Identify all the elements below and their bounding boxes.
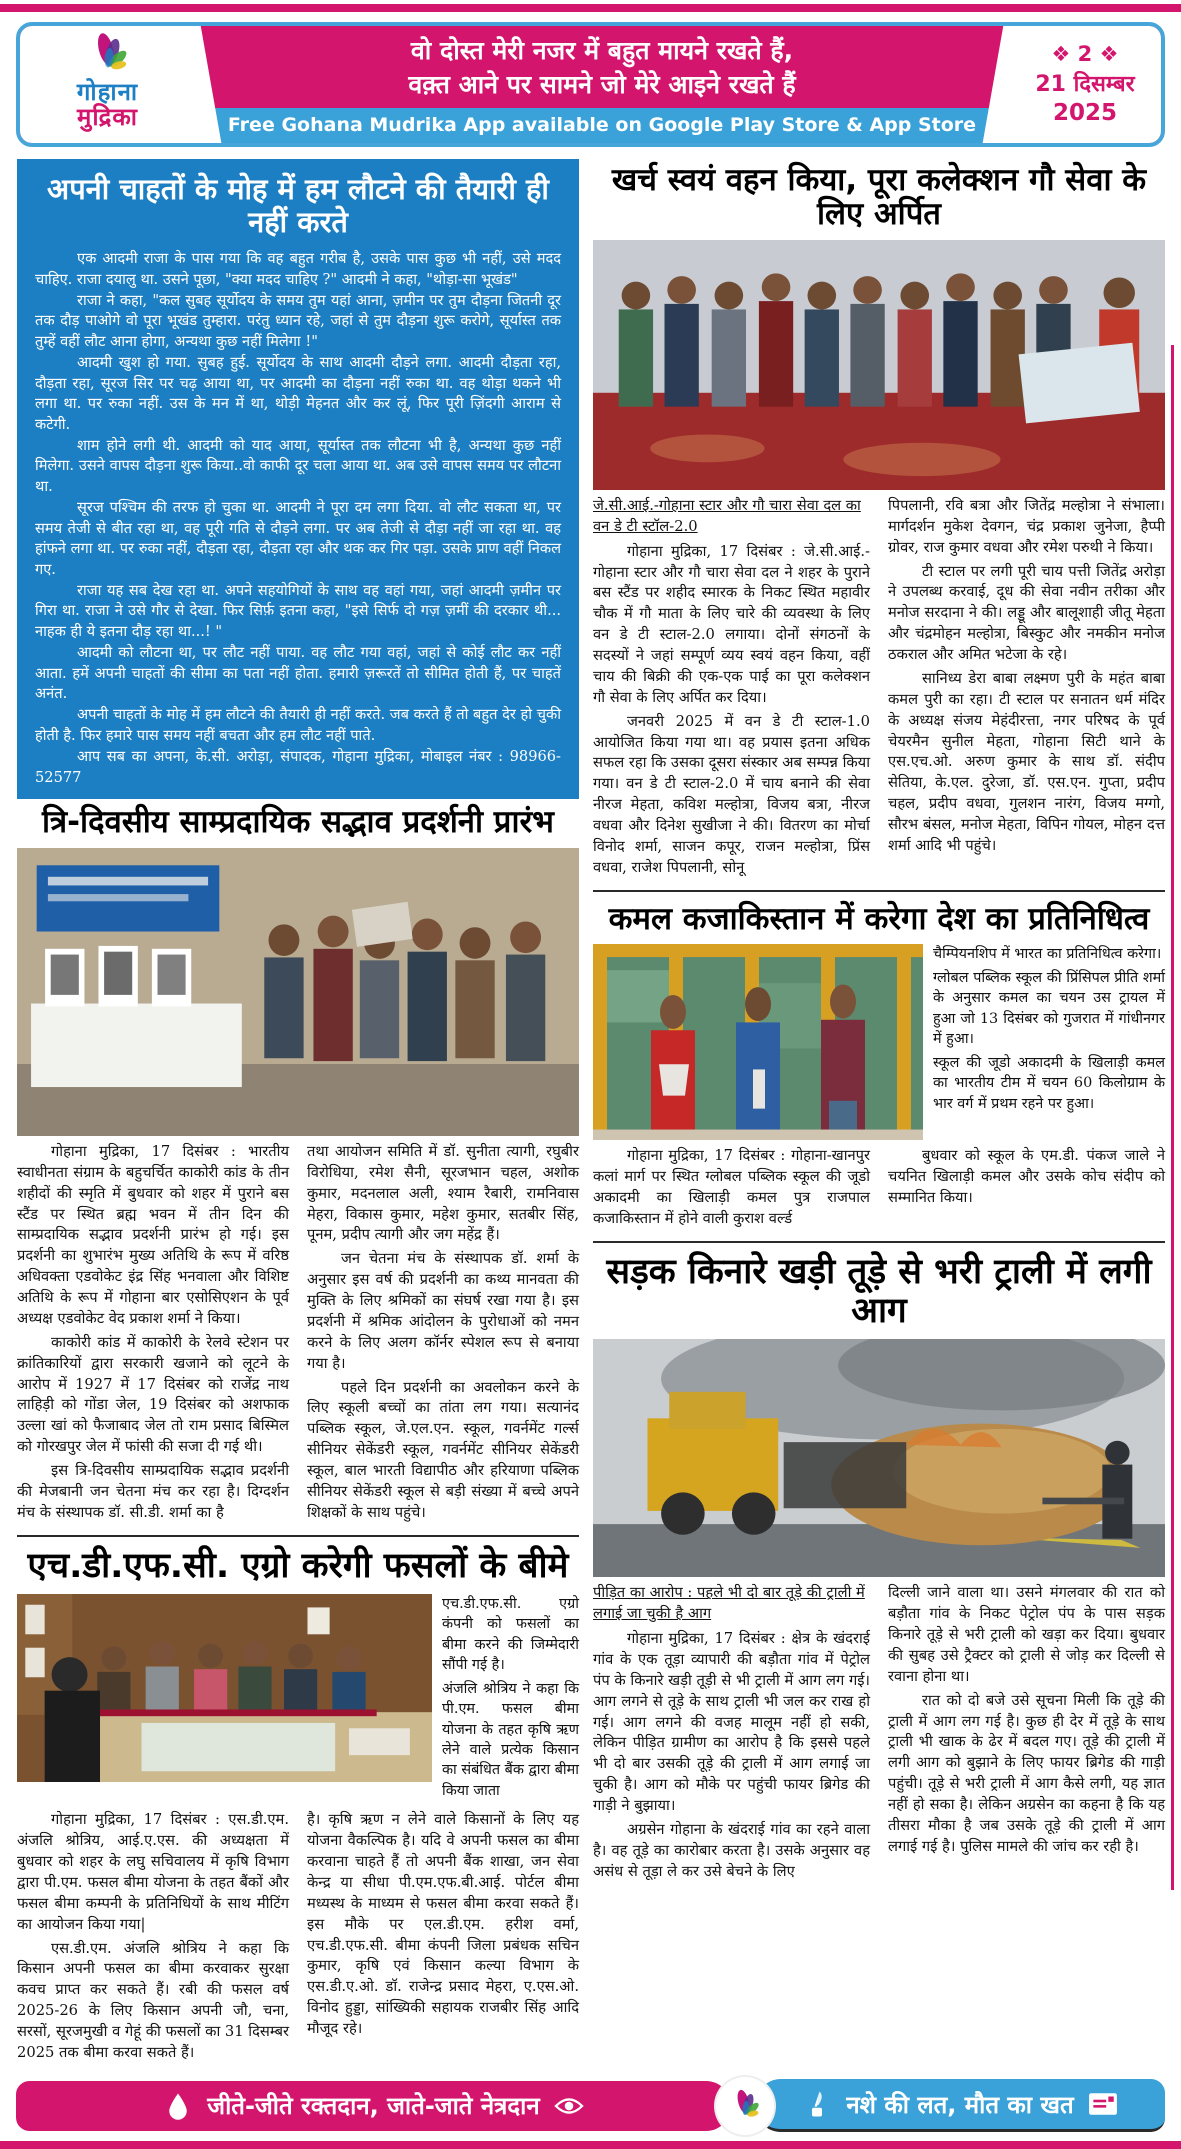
section-divider [593, 1241, 1165, 1243]
judo-text-columns [593, 1146, 1165, 1233]
fire-text-columns [593, 1583, 1165, 1885]
logo-text-line1: गोहाना [76, 78, 139, 106]
story-title: अपनी चाहतों के मोह में हम लौटने की तैयारी ही नहीं करते [47, 171, 549, 239]
quill-ink-icon [802, 2089, 832, 2119]
insurance-meeting-photo [17, 1594, 432, 1782]
logo [20, 26, 195, 143]
expo-headline: त्रि-दिवसीय साम्प्रदायिक सद्भाव प्रदर्शनी प्रारंभ [42, 804, 554, 841]
right-edge-rule [1171, 345, 1174, 1890]
section-divider [17, 1535, 579, 1537]
tea-paragraph: जनवरी 2025 में वन डे टी स्टाल-1.0 आयोजित किया गया था। वह प्रयास इतना अधिक सफल रहा कि उसका दूसरा संस्कार अब सम्पन्न किया गया। वन डे टी स्टाल-2.0 में चाय बनाने की सेवा नीरज मेहता, कविश मल्होत्रा, विजय बत्रा, नीरज वधवा और दिनेश सुखीजा ने की। वितरण का मोर्चा विनोद शर्मा, साजन कपूर, राजन मल्होत्रा, प्रिंस वधवा, राजेश पिपलानी, सोनू [593, 712, 870, 876]
expo-text-columns [17, 1142, 579, 1527]
letter-icon [1088, 2089, 1118, 2119]
logo-flower-icon [81, 30, 135, 80]
judo-col1 [593, 1146, 870, 1233]
top-rule [0, 4, 1181, 12]
article-judo-kamal [593, 896, 1165, 1233]
fire-paragraph: गोहाना मुद्रिका, 17 दिसंबर : क्षेत्र के खंदराई गांव के एक तूड़ा व्यापारी की बड़ौता गांव में पेट्रोल पंप के किनारे खड़ी तूड़ी से भी ट्राली में आग लग गई। आग लगने से तूड़े के साथ ट्राली भी जल कर राख हो गई। आग लगने की वजह मालूम नहीं हो सकी, लेकिन पीड़ित ग्रामीण का आरोप है कि इससे पहले भी दो बार उसकी तूड़े की ट्राली में आग लगाई जा चुकी है। आग को मौके पर पहुंची फायर ब्रिगेड की गाड़ी ने बुझाया। [593, 1630, 870, 1815]
judo-paragraph: बुधवार को स्कूल के एम.डी. पंकज जाले ने चयनित खिलाड़ी कमल और उसके कोच संदीप को सम्मानित किया। [888, 1147, 1165, 1207]
main-content [0, 153, 1181, 2073]
footer-blood-donation-banner [16, 2081, 731, 2131]
judo-photo [593, 944, 923, 1140]
article-harmony-expo [17, 799, 579, 1526]
footer-right-slogan: नशे की लत, मौत का खत [846, 2090, 1074, 2119]
judo-photo-row [593, 944, 1165, 1140]
quote-line-2: वक़्त आने पर सामने जो मेरे आइने रखते हैं [408, 69, 796, 99]
expo-photo [17, 848, 579, 1136]
insurance-headline: एच.डी.एफ.सी. एग्रो करेगी फसलों के बीमे [27, 1545, 569, 1586]
fire-paragraph: अग्रसेन गोहाना के खंदराई गांव का रहने वाला है। वह तूड़े का कारोबार करता है। उसके अनुसार वह असंध से तूड़ा ले कर उसे बेचने के लिए [593, 1820, 870, 1880]
tea-paragraph: टी स्टाल पर लगी पूरी चाय पत्ती जितेंद्र अरोड़ा ने उपलब्ध करवाई, दूध की सेवा नवीन तरीका और मनोज सरदाना ने की। लड्डू और बालूशाही जीतू मेहता और चंद्रमोहन मल्होत्रा, बिस्कुट और नमकीन मनोज ठकराल और अमित भटेजा के रहे। [888, 562, 1165, 664]
app-banner: Free Gohana Mudrika App available on Google Play Store & App Store [195, 108, 1009, 143]
expo-paragraph: पहले दिन प्रदर्शनी का अवलोकन करने के लिए स्कूली बच्चों का तांता लग गया। सत्यानंद पब्लिक स्कूल, जे.एल.एन. स्कूल, गवर्नमेंट गर्ल्स सीनियर सेकेंडरी स्कूल, गवर्नमेंट सीनियर सेकेंडरी स्कूल, बाल भारती विद्यापीठ और हरियाणा पब्लिक सीनियर सेकेंडरी स्कूल से बड़ी संख्या में बच्चे अपने शिक्षकों के साथ पहुंचे। [307, 1378, 579, 1521]
story-paragraph: अपनी चाहतों के मोह में हम लौटने की तैयारी ही नहीं करते. जब करते हैं तो बहुत देर हो चुकी होती है. फिर हमारे पास समय नहीं बचता और हम लौट नहीं पाते. [35, 706, 561, 744]
judo-side-column [933, 944, 1165, 1140]
fire-photo [593, 1339, 1165, 1577]
story-paragraph: एक आदमी राजा के पास गया कि वह बहुत गरीब है, उसके पास कुछ भी नहीं, उसे मदद चाहिए. राजा दयालु था. उसने पूछा, "क्या मदद चाहिए ?" आदमी ने कहा, "थोड़ा-सा भूखंड" [35, 250, 561, 288]
footer-left-slogan: जीते-जीते रक्तदान, जाते-जाते नेत्रदान [207, 2092, 540, 2121]
insurance-paragraph: है। कृषि ऋण न लेने वाले किसानों के लिए यह योजना वैकल्पिक है। यदि वे अपनी फसल का बीमा करवाना चाहते हैं तो अपनी बैंक शाखा, जन सेवा केन्द्र या सीधा पी.एम.एफ.बी.आई. पोर्टल बीमा मध्यस्थ के माध्यम से फसल बीमा करवा सकते हैं।इस मौके पर एल.डी.एम. हरीश वर्मा, एच.डी.एफ.सी. बीमा कंपनी जिला प्रबंधक सचिन कुमार, कृषि एवं किसान कल्या विभाग के एस.डी.ए.ओ. डॉ. राजेन्द्र प्रसाद मेहरा, ए.एस.ओ. विनोद हुड्डा, सांख्यिकी सहायक राजबीर सिंह आदि मौजूद रहे। [307, 1811, 579, 2038]
judo-paragraph: गोहाना मुद्रिका, 17 दिसंबर : गोहाना-खानपुर कलां मार्ग पर स्थित ग्लोबल पब्लिक स्कूल की जूडो अकादमी का खिलाड़ी कमल पुत्र राजपाल कजाकिस्तान में होने वाली कुराश वर्ल्ड [593, 1147, 870, 1228]
tea-paragraph: सानिध्य डेरा बाबा लक्ष्मण पुरी के महंत बाबा कमल पुरी का रहा। टी स्टाल पर सनातन धर्म मंदिर के अध्यक्ष संजय मेहंदीरत्ता, नगर परिषद के पूर्व चेयरमैन सुनील मेहता, गोहाना सिटी थाने के एस.एच.ओ. अरुण कुमार के साथ डॉ. संदीप सेतिया, के.एल. दुरेजा, डॉ. एस.एन. गुप्ता, प्रदीप चहल, प्रदीप वधवा, गुलशन नारंग, विजय मग्गो, सौरभ बंसल, मनोज मेहता, विपिन गोयल, मोहन दत्त शर्मा आदि भी पहुंचे। [888, 669, 1165, 854]
story-paragraph: राजा यह सब देख रहा था. अपने सहयोगियों के साथ वह वहां गया, जहां आदमी ज़मीन पर गिरा था. राजा ने उसे गौर से देखा. फिर सिर्फ़ इतना कहा, "इसे सिर्फ दो गज़ ज़मीं की दरकार थी... नाहक ही ये इतना दौड़ रहा था...! " [35, 581, 561, 640]
masthead-center [195, 26, 1009, 143]
article-tea-stall [593, 157, 1165, 882]
left-column [17, 157, 579, 2067]
fire-headline: सड़क किनारे खड़ी तूड़े से भरी ट्राली में लगी आग [606, 1251, 1152, 1332]
footer-anti-drug-banner [755, 2079, 1165, 2132]
article-editor-story [17, 159, 579, 800]
page-number: ❖ 2 ❖ [1051, 42, 1119, 67]
logo-text-line2: मुद्रिका [77, 103, 138, 132]
expo-col2 [307, 1142, 579, 1527]
fire-subhead: पीड़ित का आरोप : पहले भी दो बार तूड़े की ट्राली में लगाई जा चुकी है आग [593, 1584, 865, 1623]
section-divider [593, 890, 1165, 892]
insurance-paragraph: अंजलि श्रोत्रिय ने कहा कि पी.एम. फसल बीमा योजना के तहत कृषि ऋण लेने वाले प्रत्येक किसान का संबंधित बैंक द्वारा बीमा किया जाता [442, 1680, 579, 1799]
article-crop-insurance [17, 1541, 579, 2067]
insurance-photo-row [17, 1594, 579, 1805]
blood-drop-icon [163, 2091, 193, 2121]
fire-paragraph: रात को दो बजे उसे सूचना मिली कि तूड़े की ट्राली में आग लग गई है। कुछ ही देर में तूड़े के साथ ट्राली भी खाक के ढेर में बदल गए। तूड़े की ट्राली में लगी आग को बुझाने के लिए फायर ब्रिगेड की गाड़ी पहुंची। तूड़े से भरी ट्राली में आग कैसे लगी, यह ज्ञात नहीं हो सका है। लेकिन अग्रसेन का कहना है कि यह तीसरा मौका है जब उसके तूड़े की ट्राली में आग लगाई गई है। पुलिस मामले की जांच कर रही है। [888, 1691, 1165, 1855]
story-paragraph: राजा ने कहा, "कल सुबह सूर्योदय के समय तुम यहां आना, ज़मीन पर तुम दौड़ना जितनी दूर तक दौड़ पाओगे वो पूरा भूखंड तुम्हारा. परंतु ध्यान रहे, जहां से तुम दौड़ना शुरू करोगे, सूर्यास्त तक तुम्हें वहीं लौट आना होगा, अन्यथा कुछ नहीं मिलेगा !" [35, 292, 561, 350]
judo-headline: कमल कजाकिस्तान में करेगा देश का प्रतिनिधित्व [608, 900, 1150, 937]
fire-col1 [593, 1583, 870, 1885]
story-paragraph: सूरज पश्चिम की तरफ हो चुका था. आदमी ने पूरा दम लगा दिया. वो लौट सकता था, पर समय तेजी से बीत रहा था, वह पूरी गति से दौड़ने लगा. पर अब तेजी से दौड़ा नहीं जा रहा था. वह हांफने लगा था. पर रुका नहीं, दौड़ता रहा, दौड़ता रहा और थक कर गिर पड़ा. उसके प्राण वहीं निकल गए. [35, 499, 561, 578]
insurance-text-columns [17, 1810, 579, 2067]
expo-paragraph: काकोरी कांड में काकोरी के रेलवे स्टेशन पर क्रांतिकारियों द्वारा सरकारी खजाने को लूटने के आरोप में 1927 में 17 दिसंबर को राजेंद्र नाथ लाहिड़ी को गोंडा जेल, 19 दिसंबर को अशफाक उल्ला खां को फैजाबाद जेल तो राम प्रसाद बिस्मिल को गोरखपुर जेल में फांसी की सजा दी गई थी। [17, 1333, 289, 1456]
story-paragraph: आदमी को लौटना था, पर लौट नहीं पाया. वह लौट गया वहां, जहां से कोई लौट कर नहीं आता. हमें अपनी चाहतों की सीमा का पता नहीं होता. हमारी ज़रूरतें तो सीमित होती हैं, पर चाहतें अनंत. [35, 644, 561, 703]
expo-col1 [17, 1142, 289, 1527]
page-date-box [1009, 26, 1161, 143]
insurance-paragraph: गोहाना मुद्रिका, 17 दिसंबर : एस.डी.एम. अंजलि श्रोत्रिय, आई.ए.एस. की अध्यक्षता में बुधवार को शहर के लघु सचिवालय में कृषि विभाग द्वारा पी.एम. फसल बीमा योजना के तहत बैंकों और फसल बीमा कम्पनी के प्रतिनिधियों के साथ मीटिंग का आयोजन किया गया| [17, 1811, 289, 1933]
insurance-side-column [442, 1594, 579, 1805]
masthead-quote [195, 26, 1009, 108]
tea-text-columns [593, 496, 1165, 882]
quote-line-1: वो दोस्त मेरी नजर में बहुत मायने रखते हैं, [410, 36, 794, 65]
expo-paragraph: जन चेतना मंच के संस्थापक डॉ. शर्मा के अनुसार इस वर्ष की प्रदर्शनी का कथ्य मानवता की मुक्ति के लिए श्रमिकों का संघर्ष रखा गया है। इस प्रदर्शनी में श्रमिक आंदोलन के पुरोधाओं को नमन करने के लिए अलग कॉर्नर स्पेशल रूप से बनाया गया है। [307, 1250, 579, 1372]
judo-paragraph: ग्लोबल पब्लिक स्कूल की प्रिंसिपल प्रीति शर्मा के अनुसार कमल का चयन उस ट्रायल में हुआ जो 13 दिसंबर को गुजरात में गांधीनगर में हुआ। [933, 969, 1165, 1048]
fire-paragraph: दिल्ली जाने वाला था। उसने मंगलवार की रात को बड़ौता गांव के निकट पेट्रोल पंप के पास सड़क किनारे तूड़े से भरी ट्राली को खड़ा कर दिया। बुधवार की सुबह उसे ट्रैक्टर को ट्राली से जोड़ कर दिल्ली से रवाना होना था। [888, 1584, 1165, 1685]
eye-icon [554, 2091, 584, 2121]
right-column [593, 157, 1165, 2067]
story-signoff: आप सब का अपना, के.सी. अरोड़ा, संपादक, गोहाना मुद्रिका, मोबाइल नंबर : 98966-52577 [35, 748, 561, 786]
tea-stall-photo [593, 240, 1165, 490]
tea-headline: खर्च स्वयं वहन किया, पूरा कलेक्शन गौ सेवा के लिए अर्पित [611, 161, 1147, 233]
judo-paragraph: चैम्पियनशिप में भारत का प्रतिनिधित्व करेगा। [933, 946, 1162, 963]
footer-logo-badge [716, 2077, 774, 2135]
expo-paragraph: तथा आयोजन समिति में डॉ. सुनीता त्यागी, रघुबीर विरोधिया, रमेश सैनी, सूरजभान चहल, अशोक कुमार, मदनलाल अली, श्याम रैबारी, रामनिवास मेहरा, विकास कुमार, महेश कुमार, सतबीर सिंह, पूनम, प्रदीप त्यागी और जग महेंद्र हैं। [307, 1142, 579, 1244]
fire-col2 [888, 1583, 1165, 1885]
expo-paragraph: इस त्रि-दिवसीय साम्प्रदायिक सद्भाव प्रदर्शनी की मेजबानी जन चेतना मंच कर रहा है। दिग्दर्शन मंच के संस्थापक डॉ. सी.डी. शर्मा का है [17, 1462, 289, 1521]
insurance-paragraph: एस.डी.एम. अंजलि श्रोत्रिय ने कहा कि किसान अपनी फसल का बीमा करवाकर सुरक्षा कवच प्राप्त कर सकते हैं। रबी की फसल वर्ष 2025-26 के लिए किसान अपनी जौ, चना, सरसों, सूरजमुखी व गेहूं की फसलों का 31 दिसम्बर 2025 तक बीमा करवा सकते हैं। [17, 1939, 289, 2061]
tea-subhead: जे.सी.आई.-गोहाना स्टार और गौ चारा सेवा दल का वन डे टी स्टॉल-2.0 [593, 496, 861, 535]
masthead [16, 22, 1165, 147]
expo-paragraph: गोहाना मुद्रिका, 17 दिसंबर : भारतीय स्वाधीनता संग्राम के बहुचर्चित काकोरी कांड के तीन शहीदों की स्मृति में बुधवार को शहर में पुराने बस स्टैंड पर स्थित ब्रह्म भवन में तीन दिन की साम्प्रदायिक सद्भाव प्रदर्शनी प्रारंभ हो गई। इस प्रदर्शनी का शुभारंभ मुख्य अतिथि के रूप में वरिष्ठ अधिवक्ता एडवोकेट इंद्र सिंह भनवाला और विशिष्ट अतिथि के रूप में गोहाना बार एसोसिएशन के पूर्व अध्यक्ष एडवोकेट वेद प्रकाश शर्मा ने किया। [17, 1142, 289, 1327]
footer [16, 2079, 1165, 2133]
bottom-rule [0, 2141, 1181, 2149]
issue-year: 2025 [1052, 100, 1117, 127]
article-trolley-fire [593, 1247, 1165, 1886]
tea-col1 [593, 496, 870, 882]
tea-paragraph: गोहाना मुद्रिका, 17 दिसंबर : जे.सी.आई.-गोहाना स्टार और गौ चारा सेवा दल ने शहर के पुराने बस स्टैंड पर शहीद स्मारक के निकट स्थित महावीर चौक में गौ माता के लिए चारे की व्यवस्था के लिए वन डे टी स्टाल-2.0 लगाया। दोनों संगठनों के सदस्यों ने जहां सम्पूर्ण व्यय स्वयं वहन किया, वहीं चाय की बिक्री की एक-एक पाई का पूरा कलेक्शन गौ सेवा के लिए अर्पित कर दिया। [593, 542, 870, 706]
insurance-paragraph: एच.डी.एफ.सी. एग्रो कंपनी को फसलों का बीमा करने की जिम्मेदारी सौंपी गई है। [442, 1595, 579, 1674]
story-paragraph: शाम होने लगी थी. आदमी को याद आया, सूर्यास्त तक लौटना भी है, अन्यथा कुछ नहीं मिलेगा. उसने वापस दौड़ना शुरू किया..वो काफी दूर चला आया था. अब उसे वापस समय पर लौटना था. [35, 436, 561, 495]
judo-paragraph: स्कूल की जूडो अकादमी के खिलाड़ी कमल का भारतीय टीम में चयन 60 किलोग्राम के भार वर्ग में प्रथम रहने पर हुआ। [933, 1054, 1165, 1112]
insurance-col1 [17, 1810, 289, 2067]
tea-paragraph: पिपलानी, रवि बत्रा और जितेंद्र मल्होत्रा ने संभाला। मार्गदर्शन मुकेश देवगन, चंद्र प्रकाश जुनेजा, हैप्पी ग्रोवर, राज कुमार वधवा और रमेश परुथी ने किया। [888, 496, 1165, 556]
insurance-col2 [307, 1810, 579, 2067]
footer-logo-flower-icon [725, 2086, 765, 2126]
judo-col2 [888, 1146, 1165, 1233]
issue-date: 21 दिसम्बर [1035, 72, 1135, 98]
story-paragraph: आदमी खुश हो गया. सुबह हुई. सूर्योदय के साथ आदमी दौड़ने लगा. आदमी दौड़ता रहा, दौड़ता रहा, सूरज सिर पर चढ़ आया था, पर आदमी का दौड़ना नहीं रुका था. वह थोड़ा थकने भी लगा था. पर रुका नहीं. उस के मन में था, थोड़ी मेहनत और कर लूं, फिर पूरी ज़िंदगी आराम से कटेगी. [35, 354, 561, 433]
tea-col2 [888, 496, 1165, 882]
